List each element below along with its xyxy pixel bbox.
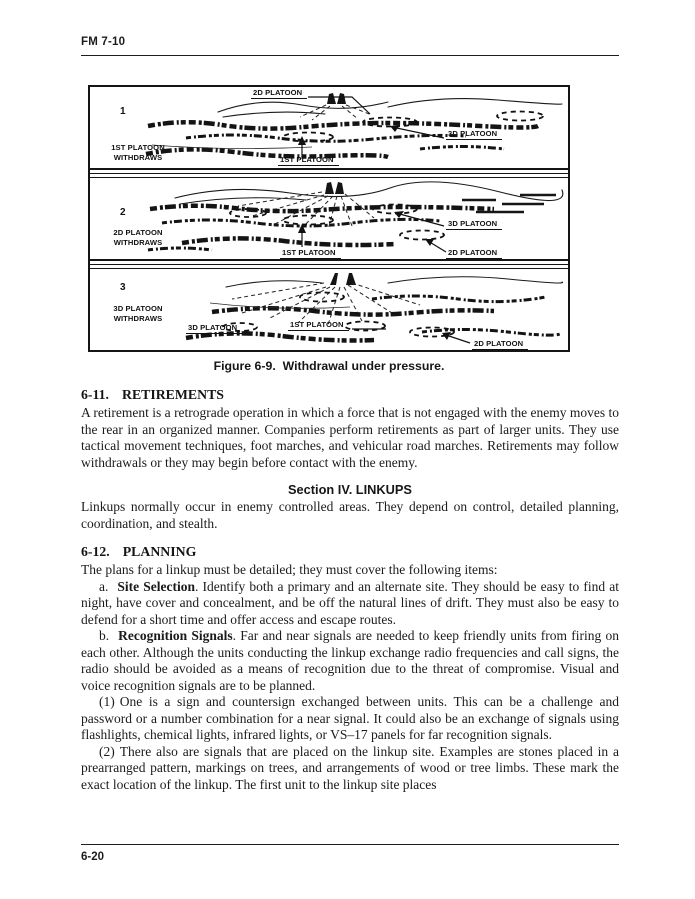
side-label-line2: WITHDRAWS [113, 152, 163, 162]
platoon-label-1st: 1ST PLATOON [280, 248, 341, 259]
section-heading-6-12 [81, 544, 619, 560]
section-title: RETIREMENTS [121, 387, 224, 402]
figure-box [88, 85, 570, 352]
panel-divider [90, 168, 568, 178]
header-doc-number: FM 7-10 [81, 36, 126, 48]
figure-panel-3 [90, 269, 568, 350]
panel-side-label [96, 304, 180, 323]
platoon-label-2d: 2D PLATOON [446, 248, 502, 259]
item-text: . Identify both a primary and an alternate site. They should be easy to find at night, have cover and concealment, and be off the natural lines of drift. They must also be easy to defend for a short time and offer access and escape routes. [81, 578, 619, 627]
section-number: 6-11. [81, 387, 109, 402]
paragraph-text: There also are signals that are placed on the linkup site. Examples are stones placed in a prearranged pattern, markings on trees, and arrangements of wood or tree limbs. These mark the exact location of the linkup. The first unit to the linkup site places [81, 743, 619, 792]
paragraph-linkups: Linkups normally occur in enemy controlled areas. They depend on control, detailed planning, coordination, and stealth. [81, 499, 619, 531]
panel-number: 2 [120, 207, 126, 218]
platoon-label-3d: 3D PLATOON [446, 129, 502, 140]
figure-panel-1 [90, 87, 568, 168]
side-label-line1: 3D PLATOON [113, 304, 163, 313]
paragraph-planning-intro: The plans for a linkup must be detailed; they must cover the following items: [81, 562, 498, 577]
side-label-line2: WITHDRAWS [113, 313, 163, 323]
paragraph-retirements: A retirement is a retrograde operation in which a force that is not engaged with the enemy moves to the rear in an organized manner. Companies perform retirements as part of larger units. They use tactical movement techniques, foot marches, and vehicular road marches. Retirements may follow withdrawals or they may begin before contact with the enemy. [81, 405, 619, 470]
item-letter: b. [99, 628, 110, 643]
section-title: PLANNING [122, 544, 197, 559]
panel-number: 1 [120, 106, 126, 117]
side-label-line2: WITHDRAWS [113, 237, 163, 247]
panel-side-label [96, 143, 180, 162]
item-text: . Far and near signals are needed to keep friendly units from firing on each other. Although the units conducting the linkup exchange radio frequencies and call signs, the radio should be avoided as a means of recognition due to the threat of compromise. Visual and voice recognition signals are to be planned. [81, 628, 619, 693]
page-header [81, 0, 619, 56]
side-label-line1: 1ST PLATOON [111, 143, 165, 152]
figure-caption: Figure 6-9. Withdrawal under pressure. [213, 359, 445, 373]
footer-page-number: 6-20 [81, 851, 105, 863]
figure-panel-2 [90, 178, 568, 259]
section-heading-linkups: Section IV. LINKUPS [288, 482, 412, 497]
section-number: 6-12. [81, 544, 110, 559]
item-term: Recognition Signals [118, 628, 233, 643]
platoon-label-1st: 1ST PLATOON [288, 320, 349, 331]
item-letter: a. [99, 578, 109, 594]
platoon-label-3d: 3D PLATOON [186, 323, 242, 334]
paragraph-tag: (1) [99, 694, 115, 709]
paragraph-2 [81, 744, 619, 794]
panel-number: 3 [120, 282, 126, 293]
paragraph-text: One is a sign and countersign exchanged between units. This can be a challenge and password or a number combination for a near signal. It could also be an exchange of signals using flashlights, chemical lights, infrared lights, or VS–17 panels for far recognition signals. [81, 694, 619, 742]
list-item-a [81, 579, 619, 629]
platoon-label-1st: 1ST PLATOON [278, 155, 339, 166]
figure-6-9 [88, 85, 570, 373]
item-term: Site Selection [117, 578, 195, 594]
footer-rule [81, 844, 619, 845]
panel-divider [90, 259, 568, 269]
list-item-b [81, 628, 619, 694]
platoon-label-2d: 2D PLATOON [251, 88, 307, 99]
platoon-label-3d: 3D PLATOON [446, 219, 502, 230]
paragraph-tag: (2) [99, 743, 115, 759]
paragraph-1 [81, 694, 619, 744]
side-label-line1: 2D PLATOON [113, 228, 163, 237]
section-heading-6-11 [81, 387, 619, 403]
platoon-label-2d: 2D PLATOON [472, 339, 528, 350]
panel-side-label [96, 228, 180, 247]
